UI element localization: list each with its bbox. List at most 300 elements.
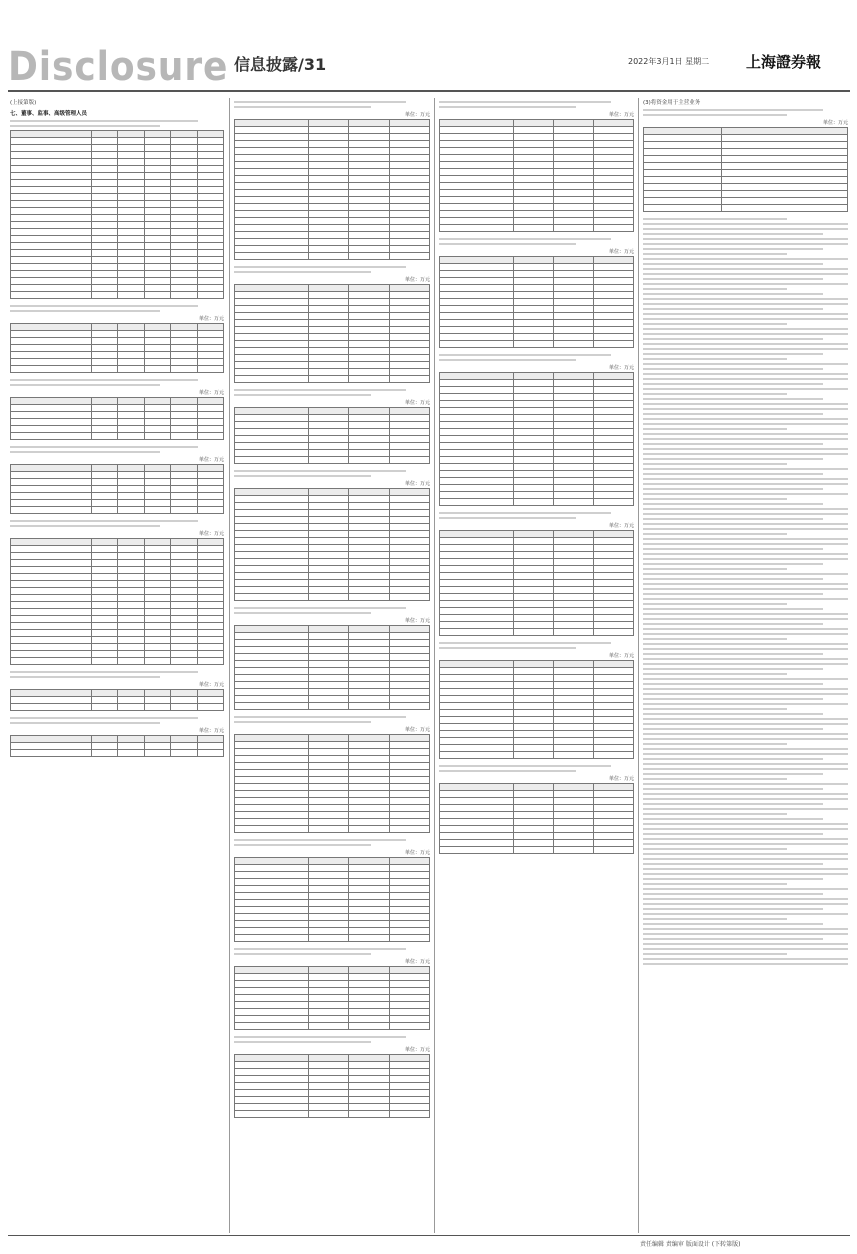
- table-cell: [389, 538, 429, 545]
- financial-table: [439, 256, 634, 348]
- table-cell: [389, 682, 429, 689]
- table-cell: [389, 429, 429, 436]
- table-row: [235, 1069, 430, 1076]
- table-cell: [389, 176, 429, 183]
- table-cell: [144, 331, 170, 338]
- paragraph-line: [643, 773, 823, 775]
- table-cell: [389, 436, 429, 443]
- table-cell: [593, 573, 633, 580]
- table-cell: [593, 710, 633, 717]
- table-cell: [197, 243, 223, 250]
- table-cell: [91, 426, 117, 433]
- table-cell: [171, 292, 197, 299]
- table-cell: [118, 285, 144, 292]
- paragraph-line: [643, 333, 848, 335]
- table-cell: [118, 644, 144, 651]
- table-cell: [593, 327, 633, 334]
- table-cell: [553, 791, 593, 798]
- table-cell: [349, 559, 389, 566]
- table-cell: [118, 173, 144, 180]
- table-cell: [349, 587, 389, 594]
- table-row: [235, 545, 430, 552]
- table-cell: [235, 285, 309, 292]
- table-cell: [91, 405, 117, 412]
- table-cell: [553, 341, 593, 348]
- table-row: [235, 696, 430, 703]
- table-cell: [309, 865, 349, 872]
- table-cell: [235, 784, 309, 791]
- paragraph-line: [643, 888, 848, 890]
- table-cell: [144, 243, 170, 250]
- table-cell: [118, 560, 144, 567]
- table-row: [644, 149, 848, 156]
- table-row: [235, 995, 430, 1002]
- paragraph-line: [643, 243, 848, 245]
- table-cell: [309, 559, 349, 566]
- table-row: [11, 486, 224, 493]
- paragraph-line: [643, 758, 823, 760]
- table-cell: [721, 205, 847, 212]
- table-cell: [349, 1016, 389, 1023]
- table-cell: [593, 278, 633, 285]
- table-cell: [593, 380, 633, 387]
- paragraph-line: [643, 313, 848, 315]
- table-cell: [389, 348, 429, 355]
- table-row: [440, 169, 634, 176]
- table-cell: [91, 637, 117, 644]
- table-cell: [309, 253, 349, 260]
- table-cell: [118, 690, 144, 697]
- table-cell: [349, 689, 389, 696]
- table-cell: [144, 595, 170, 602]
- table-cell: [349, 763, 389, 770]
- unit-label: 单位：万元: [608, 523, 634, 529]
- table-cell: [513, 724, 553, 731]
- table-row: [440, 752, 634, 759]
- table-cell: [171, 567, 197, 574]
- table-cell: [144, 194, 170, 201]
- issue-date: 2022年3月1日 星期二: [628, 57, 710, 66]
- paragraph-line: [643, 318, 848, 320]
- paragraph-line: [643, 873, 848, 875]
- table-cell: [11, 736, 92, 743]
- table-cell: [440, 696, 514, 703]
- table-cell: [197, 736, 223, 743]
- table-cell: [513, 443, 553, 450]
- table-block: [234, 716, 430, 833]
- table-row: [235, 313, 430, 320]
- table-cell: [513, 784, 553, 791]
- table-cell: [309, 341, 349, 348]
- table-cell: [513, 429, 553, 436]
- table-row: [235, 1009, 430, 1016]
- table-cell: [235, 169, 309, 176]
- table-cell: [144, 486, 170, 493]
- table-row: [11, 138, 224, 145]
- table-cell: [118, 215, 144, 222]
- table-row: [11, 595, 224, 602]
- table-block: [10, 305, 224, 373]
- table-cell: [235, 981, 309, 988]
- table-cell: [389, 798, 429, 805]
- table-cell: [389, 749, 429, 756]
- table-row: [235, 988, 430, 995]
- table-cell: [513, 415, 553, 422]
- table-cell: [389, 183, 429, 190]
- table-cell: [513, 341, 553, 348]
- column-divider: [638, 98, 639, 1233]
- table-cell: [349, 524, 389, 531]
- table-row: [235, 886, 430, 893]
- table-row: [11, 236, 224, 243]
- paragraph-line: [234, 106, 371, 108]
- table-cell: [309, 967, 349, 974]
- table-cell: [513, 408, 553, 415]
- table-row: [235, 422, 430, 429]
- table-cell: [197, 500, 223, 507]
- table-cell: [389, 791, 429, 798]
- table-cell: [144, 338, 170, 345]
- table-cell: [309, 1076, 349, 1083]
- paragraph-line: [643, 383, 823, 385]
- table-cell: [553, 204, 593, 211]
- table-row: [235, 573, 430, 580]
- table-cell: [197, 433, 223, 440]
- table-cell: [171, 331, 197, 338]
- table-cell: [593, 162, 633, 169]
- table-row: [644, 198, 848, 205]
- table-cell: [513, 457, 553, 464]
- table-row: [440, 601, 634, 608]
- table-row: [11, 145, 224, 152]
- table-cell: [197, 574, 223, 581]
- table-row: [235, 626, 430, 633]
- table-cell: [309, 218, 349, 225]
- table-cell: [118, 433, 144, 440]
- paragraph-line: [234, 844, 371, 846]
- table-cell: [309, 696, 349, 703]
- table-cell: [11, 595, 92, 602]
- table-cell: [197, 159, 223, 166]
- table-cell: [513, 285, 553, 292]
- table-cell: [349, 798, 389, 805]
- table-cell: [440, 204, 514, 211]
- table-cell: [11, 159, 92, 166]
- paragraph-line: [643, 948, 848, 950]
- unit-label: 单位：万元: [198, 316, 224, 322]
- table-row: [440, 387, 634, 394]
- table-row: [235, 865, 430, 872]
- table-cell: [197, 145, 223, 152]
- paragraph-line: [643, 488, 823, 490]
- table-cell: [309, 587, 349, 594]
- table-cell: [440, 155, 514, 162]
- table-cell: [11, 602, 92, 609]
- table-cell: [593, 169, 633, 176]
- table-cell: [197, 331, 223, 338]
- table-row: [235, 408, 430, 415]
- table-cell: [593, 587, 633, 594]
- table-cell: [593, 798, 633, 805]
- table-cell: [144, 257, 170, 264]
- table-cell: [440, 327, 514, 334]
- table-cell: [171, 426, 197, 433]
- table-row: [440, 559, 634, 566]
- table-cell: [309, 647, 349, 654]
- table-cell: [144, 271, 170, 278]
- table-cell: [197, 229, 223, 236]
- table-cell: [91, 500, 117, 507]
- table-cell: [389, 921, 429, 928]
- table-row: [440, 791, 634, 798]
- table-cell: [144, 644, 170, 651]
- table-cell: [349, 369, 389, 376]
- table-cell: [118, 623, 144, 630]
- table-row: [235, 503, 430, 510]
- table-group: [643, 109, 848, 965]
- table-row: [235, 211, 430, 218]
- table-cell: [235, 134, 309, 141]
- table-cell: [171, 229, 197, 236]
- paragraph-line: [643, 283, 848, 285]
- table-row: [11, 215, 224, 222]
- table-row: [235, 155, 430, 162]
- table-cell: [235, 566, 309, 573]
- table-cell: [553, 847, 593, 854]
- table-cell: [235, 176, 309, 183]
- table-cell: [118, 743, 144, 750]
- table-cell: [389, 967, 429, 974]
- paragraph-line: [234, 716, 406, 718]
- table-cell: [389, 134, 429, 141]
- table-cell: [389, 763, 429, 770]
- table-cell: [235, 675, 309, 682]
- table-row: [644, 191, 848, 198]
- paragraph-line: [234, 394, 371, 396]
- table-row: [440, 478, 634, 485]
- table-cell: [553, 271, 593, 278]
- table-cell: [309, 1002, 349, 1009]
- table-cell: [144, 215, 170, 222]
- paragraph-line: [643, 358, 787, 360]
- table-cell: [440, 218, 514, 225]
- table-row: [235, 299, 430, 306]
- table-cell: [440, 299, 514, 306]
- paragraph-line: [643, 233, 823, 235]
- table-cell: [144, 229, 170, 236]
- table-cell: [513, 492, 553, 499]
- table-cell: [118, 180, 144, 187]
- table-cell: [91, 697, 117, 704]
- paragraph-line: [643, 553, 848, 555]
- table-cell: [553, 622, 593, 629]
- table-cell: [593, 478, 633, 485]
- table-cell: [309, 1104, 349, 1111]
- table-row: [11, 465, 224, 472]
- table-cell: [118, 145, 144, 152]
- table-cell: [593, 471, 633, 478]
- table-cell: [389, 503, 429, 510]
- table-cell: [235, 689, 309, 696]
- table-cell: [440, 141, 514, 148]
- table-cell: [513, 197, 553, 204]
- table-cell: [144, 145, 170, 152]
- table-cell: [118, 352, 144, 359]
- table-cell: [389, 510, 429, 517]
- table-cell: [11, 338, 92, 345]
- table-cell: [440, 422, 514, 429]
- table-cell: [309, 211, 349, 218]
- table-cell: [309, 348, 349, 355]
- table-cell: [553, 299, 593, 306]
- paragraph-line: [643, 518, 823, 520]
- table-row: [11, 658, 224, 665]
- table-cell: [440, 264, 514, 271]
- table-cell: [513, 580, 553, 587]
- table-cell: [171, 623, 197, 630]
- table-cell: [440, 738, 514, 745]
- table-row: [235, 703, 430, 710]
- table-cell: [11, 560, 92, 567]
- table-cell: [235, 362, 309, 369]
- table-cell: [349, 777, 389, 784]
- table-cell: [389, 900, 429, 907]
- table-cell: [309, 682, 349, 689]
- table-row: [440, 587, 634, 594]
- table-row: [440, 380, 634, 387]
- table-cell: [389, 735, 429, 742]
- table-cell: [513, 204, 553, 211]
- table-cell: [644, 135, 722, 142]
- table-row: [440, 183, 634, 190]
- table-cell: [144, 131, 170, 138]
- table-row: [440, 443, 634, 450]
- table-cell: [593, 197, 633, 204]
- paragraph-line: [234, 948, 406, 950]
- table-cell: [349, 517, 389, 524]
- table-cell: [593, 661, 633, 668]
- table-cell: [11, 623, 92, 630]
- table-cell: [513, 601, 553, 608]
- table-cell: [118, 493, 144, 500]
- table-cell: [389, 148, 429, 155]
- table-cell: [309, 689, 349, 696]
- table-cell: [513, 812, 553, 819]
- table-cell: [235, 292, 309, 299]
- table-cell: [91, 257, 117, 264]
- table-cell: [118, 159, 144, 166]
- table-cell: [235, 1090, 309, 1097]
- table-cell: [349, 580, 389, 587]
- table-cell: [553, 531, 593, 538]
- table-cell: [349, 450, 389, 457]
- table-cell: [171, 479, 197, 486]
- table-cell: [349, 292, 389, 299]
- paragraph-line: [643, 558, 848, 560]
- unit-label: 单位：万元: [404, 112, 430, 118]
- table-cell: [593, 724, 633, 731]
- table-cell: [593, 485, 633, 492]
- table-cell: [349, 928, 389, 935]
- table-cell: [171, 398, 197, 405]
- table-cell: [197, 201, 223, 208]
- table-cell: [349, 756, 389, 763]
- table-cell: [309, 299, 349, 306]
- table-cell: [171, 359, 197, 366]
- table-row: [440, 429, 634, 436]
- table-cell: [593, 608, 633, 615]
- table-cell: [389, 580, 429, 587]
- table-cell: [309, 1009, 349, 1016]
- table-cell: [513, 696, 553, 703]
- table-cell: [389, 928, 429, 935]
- table-cell: [309, 355, 349, 362]
- paragraph-line: [234, 470, 406, 472]
- table-cell: [144, 264, 170, 271]
- table-cell: [440, 580, 514, 587]
- table-row: [235, 559, 430, 566]
- table-cell: [118, 278, 144, 285]
- table-cell: [553, 682, 593, 689]
- table-cell: [593, 120, 633, 127]
- table-cell: [118, 750, 144, 757]
- table-cell: [553, 464, 593, 471]
- table-cell: [235, 253, 309, 260]
- table-cell: [389, 313, 429, 320]
- table-cell: [513, 190, 553, 197]
- table-cell: [553, 429, 593, 436]
- table-cell: [593, 292, 633, 299]
- table-cell: [91, 493, 117, 500]
- table-cell: [91, 215, 117, 222]
- table-cell: [309, 974, 349, 981]
- table-row: [440, 306, 634, 313]
- table-cell: [553, 492, 593, 499]
- paragraph-line: [643, 218, 787, 220]
- table-cell: [389, 443, 429, 450]
- table-cell: [721, 191, 847, 198]
- table-cell: [144, 743, 170, 750]
- section-title: 信息披露/31: [234, 55, 327, 74]
- table-cell: [513, 485, 553, 492]
- table-cell: [309, 633, 349, 640]
- table-cell: [118, 574, 144, 581]
- table-cell: [144, 419, 170, 426]
- table-cell: [389, 1002, 429, 1009]
- table-cell: [144, 405, 170, 412]
- table-cell: [389, 756, 429, 763]
- table-cell: [235, 682, 309, 689]
- table-cell: [171, 412, 197, 419]
- table-cell: [309, 1083, 349, 1090]
- table-cell: [349, 176, 389, 183]
- table-cell: [593, 689, 633, 696]
- table-cell: [593, 545, 633, 552]
- table-row: [235, 682, 430, 689]
- table-cell: [171, 243, 197, 250]
- table-row: [11, 131, 224, 138]
- table-cell: [309, 770, 349, 777]
- table-cell: [309, 1062, 349, 1069]
- table-cell: [144, 412, 170, 419]
- table-cell: [553, 840, 593, 847]
- table-block: [643, 109, 848, 212]
- table-cell: [389, 531, 429, 538]
- table-cell: [553, 148, 593, 155]
- table-row: [440, 436, 634, 443]
- table-cell: [309, 197, 349, 204]
- table-cell: [235, 921, 309, 928]
